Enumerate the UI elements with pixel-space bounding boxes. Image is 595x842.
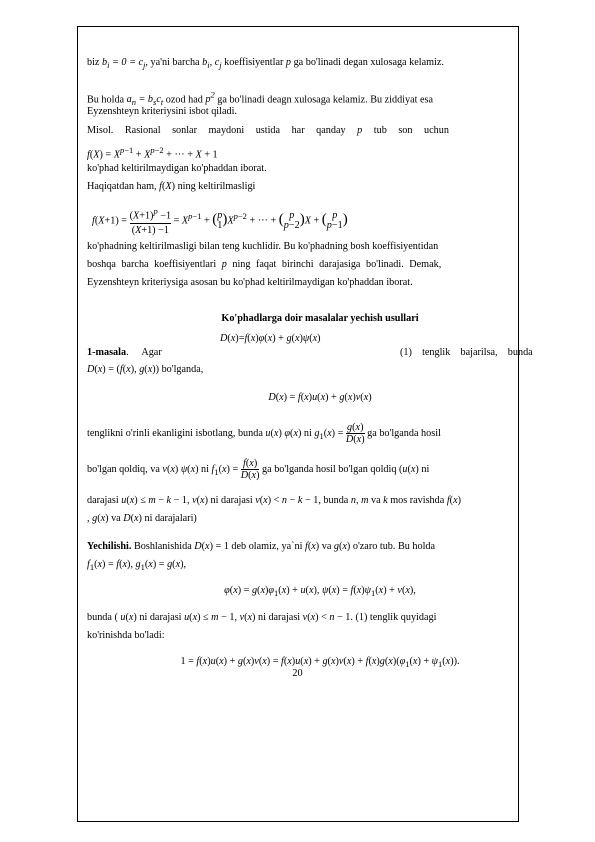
text-line: D(x) = (f(x), g(x)) bo'lganda,: [87, 364, 204, 375]
text-line: $f_1(x) = f(x)$, $g_1(x) = g(x)$,: [87, 559, 187, 573]
text-line: , g(x) va D(x) ni darajalari): [87, 513, 197, 524]
problem-line: 1-masala. Agar (1) tenglik bajarilsa, bunda: [87, 347, 533, 358]
equation-1: D(x)=f(x)φ(x) + g(x)ψ(x): [220, 333, 321, 344]
equation-3: $\varphi(x) = g(x)\varphi_1(x) + u(x)$, $\psi(x) = f(x)\psi_1(x) + v(x)$,: [224, 585, 416, 599]
formula-fraction: f(X+1) = $\frac{(X+1)^p -1}{(X+1) -1}$ = $X^{p-1}$ + ( p 1 )$X^{p-2}$ + ··· + ( p p−2 )X + ( p p−1 ): [92, 206, 348, 237]
text-line: darajasi u(x) ≤ m − k − 1, v(x) ni darajasi v(x) < n − k − 1, bunda n, m va k mos ravishda f(x): [87, 495, 461, 506]
text-line: bunda ( u(x) ni darajasi u(x) ≤ m − 1, v(x) ni darajasi v(x) < n − 1. (1) tenglik quyidagi: [87, 612, 437, 623]
text-line: ko'phadning keltirilmasligi bilan teng kuchlidir. Bu ko'phadning bosh koeffisiyentidan: [87, 241, 439, 252]
text-line: ko'phad keltirilmaydigan ko'phaddan iborat.: [87, 163, 267, 174]
text-line: Bu holda $a_n = b_sc_t$ ozod had $p^2$ ga bo'linadi deagn xulosaga kelamiz. Bu ziddiyat esa: [87, 90, 434, 108]
text-line: tenglikni o'rinli ekanligini isbotlang, bunda u(x) φ(x) ni $g_1(x)$ = $\frac{g(x)}{D(x)}$ ga bo'lganda hosil: [87, 422, 441, 445]
solution-line: Yechilishi. Boshlanishida D(x) = 1 deb olamiz, ya`ni f(x) va g(x) o'zaro tub. Bu holda: [87, 541, 436, 552]
text-line: Eyzenshteyn kriteriysiga asosan bu ko'phad keltirilmaydigan ko'phaddan iborat.: [87, 277, 413, 288]
equation-2: D(x) = f(x)u(x) + g(x)v(x): [268, 392, 372, 403]
text-line: boshqa barcha koeffisiyentlari p ning faqat birinchi darajasiga bo'linadi. Demak,: [87, 259, 442, 270]
page-number: 20: [292, 668, 303, 679]
text-line: Eyzenshteyn kriteriysini isbot qiladi.: [87, 106, 237, 117]
text-line: ko'rinishda bo'ladi:: [87, 630, 165, 641]
text-line: Misol. Rasional sonlar maydoni ustida har qanday p tub son uchun: [87, 125, 449, 136]
section-heading: Ko'phadlarga doir masalalar yechish usullari: [221, 313, 419, 324]
text-line: biz $b_i = 0 = c_j$, ya'ni barcha $b_i$, $c_j$ koeffisiyentlar p ga bo'linadi degan xulosaga kelamiz.: [87, 57, 444, 71]
equation-4: $1 = f(x)u(x) + g(x)v(x) = f(x)u(x) + g(x)v(x) + f(x)g(x)(\varphi_1(x) + \psi_1(x))$.: [180, 656, 460, 670]
text-line: Haqiqatdan ham, f(X) ning keltirilmasligi: [87, 181, 256, 192]
formula: $f(X) = X^{p-1} + X^{p-2}$ + ··· + X + 1: [87, 145, 218, 161]
text-line: bo'lgan qoldiq, va v(x) ψ(x) ni $f_1(x)$ = $\frac{f(x)}{D(x)}$ ga bo'lganda hosil bo'lgan qoldiq (u(x) ni: [87, 458, 430, 481]
